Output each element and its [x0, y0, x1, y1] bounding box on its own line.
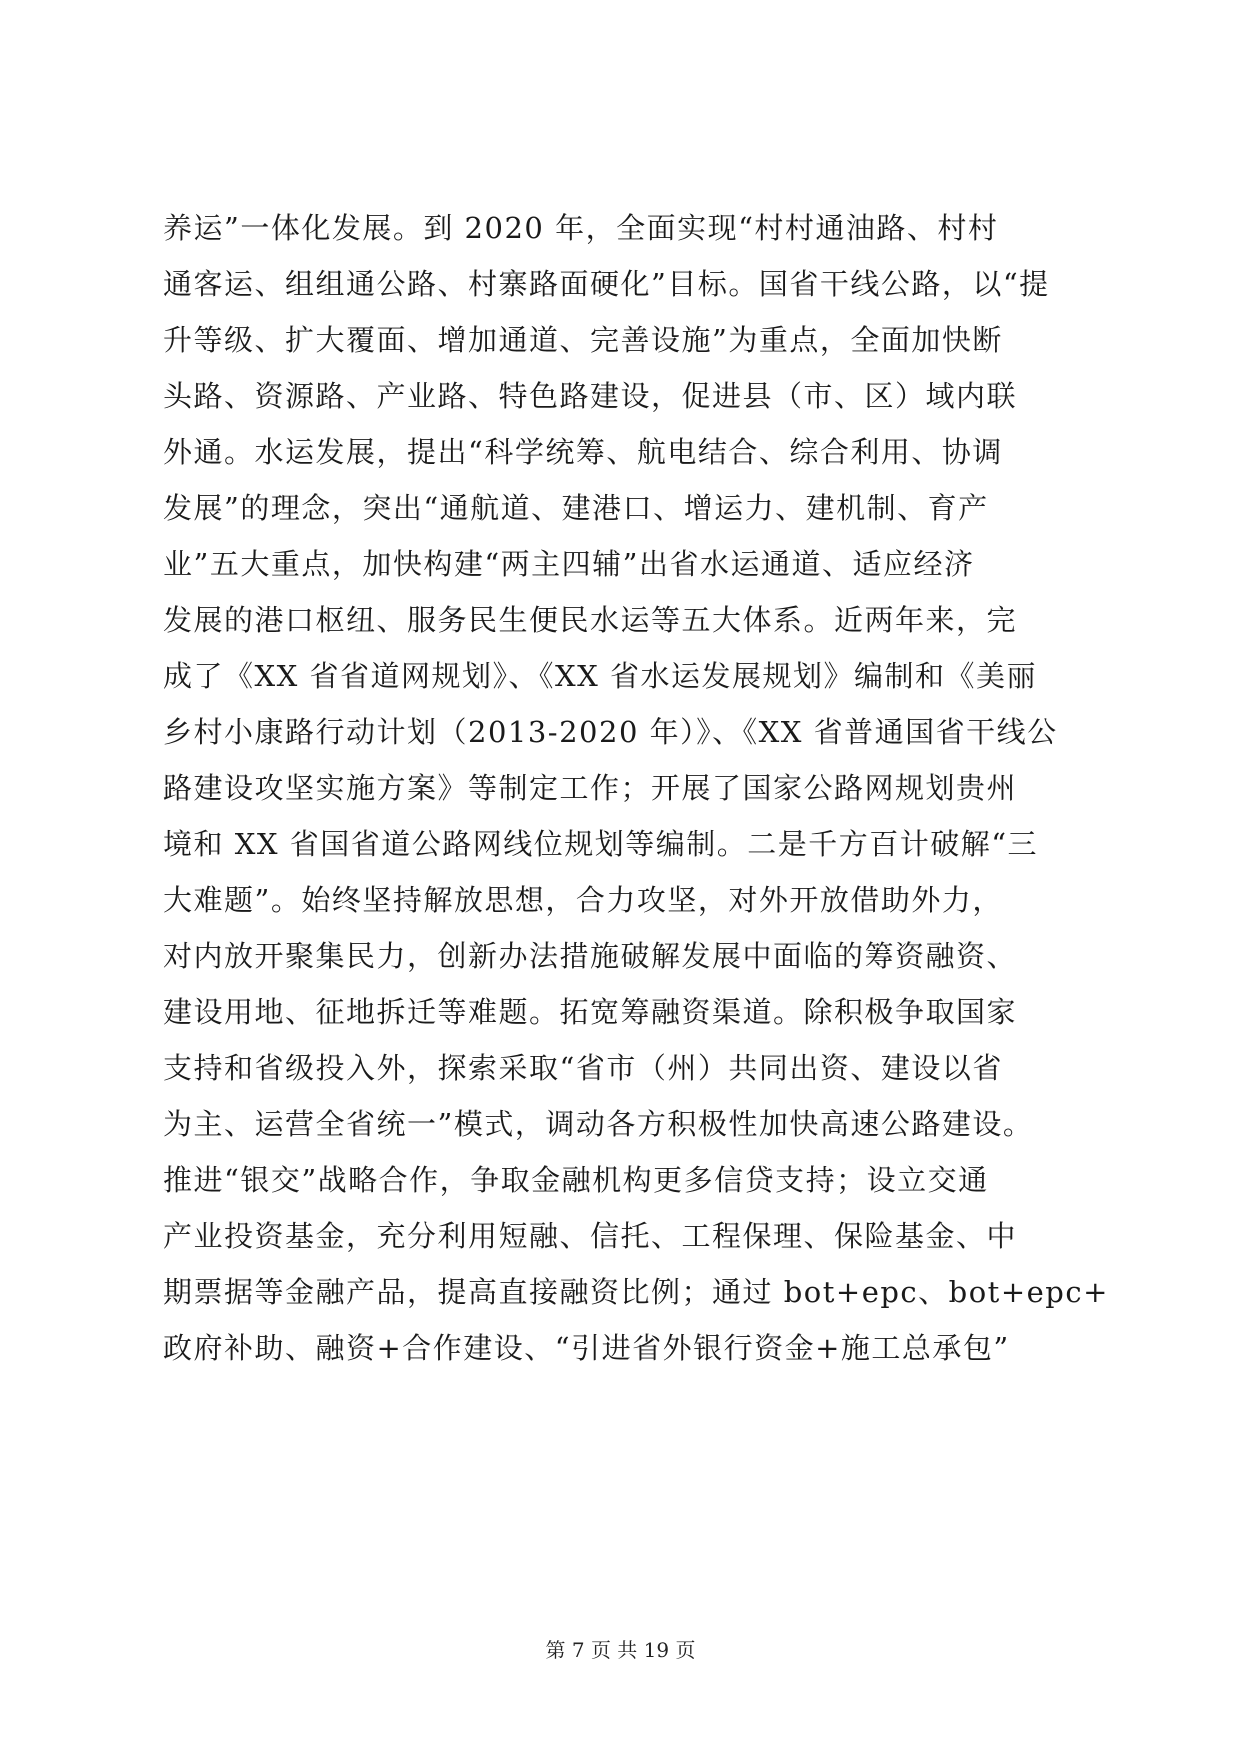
text-line: 建设用地、征地拆迁等难题。拓宽筹融资渠道。除积极争取国家	[163, 995, 1018, 1029]
text-line: 推进“银交”战略合作，争取金融机构更多信贷支持；设立交通	[163, 1163, 989, 1197]
text-line: 期票据等金融产品，提高直接融资比例；通过 bot+epc、bot+epc+	[163, 1275, 1109, 1309]
text-line: 发展的港口枢纽、服务民生便民水运等五大体系。近两年来，完	[163, 603, 1018, 637]
text-line: 升等级、扩大覆面、增加通道、完善设施”为重点，全面加快断	[163, 323, 1003, 357]
text-line: 政府补助、融资+合作建设、“引进省外银行资金+施工总承包”	[163, 1331, 1010, 1365]
text-line: 产业投资基金，充分利用短融、信托、工程保理、保险基金、中	[163, 1219, 1018, 1253]
text-line: 支持和省级投入外，探索采取“省市（州）共同出资、建设以省	[163, 1051, 1003, 1085]
text-line: 大难题”。始终坚持解放思想，合力攻坚，对外开放借助外力，	[163, 883, 1003, 917]
text-line: 境和 XX 省国省道公路网线位规划等编制。二是千方百计破解“三	[163, 827, 1039, 861]
text-line: 对内放开聚集民力，创新办法措施破解发展中面临的筹资融资、	[163, 939, 1018, 973]
text-line: 通客运、组组通公路、村寨路面硬化”目标。国省干线公路，以“提	[163, 267, 1050, 301]
text-line: 头路、资源路、产业路、特色路建设，促进县（市、区）域内联	[163, 379, 1018, 413]
text-line: 发展”的理念，突出“通航道、建港口、增运力、建机制、育产	[163, 491, 989, 525]
text-line: 路建设攻坚实施方案》等制定工作；开展了国家公路网规划贵州	[163, 771, 1018, 805]
text-line: 为主、运营全省统一”模式，调动各方积极性加快高速公路建设。	[163, 1107, 1034, 1141]
text-line: 乡村小康路行动计划（2013-2020 年）》、《XX 省普通国省干线公	[163, 715, 1058, 749]
text-line: 成了《XX 省省道网规划》、《XX 省水运发展规划》编制和《美丽	[163, 659, 1038, 693]
text-line: 养运”一体化发展。到 2020 年，全面实现“村村通油路、村村	[163, 211, 999, 245]
page-number-footer: 第 7 页 共 19 页	[545, 1638, 696, 1662]
text-line: 外通。水运发展，提出“科学统筹、航电结合、综合利用、协调	[163, 435, 1003, 469]
text-line: 业”五大重点，加快构建“两主四辅”出省水运通道、适应经济	[163, 547, 975, 581]
